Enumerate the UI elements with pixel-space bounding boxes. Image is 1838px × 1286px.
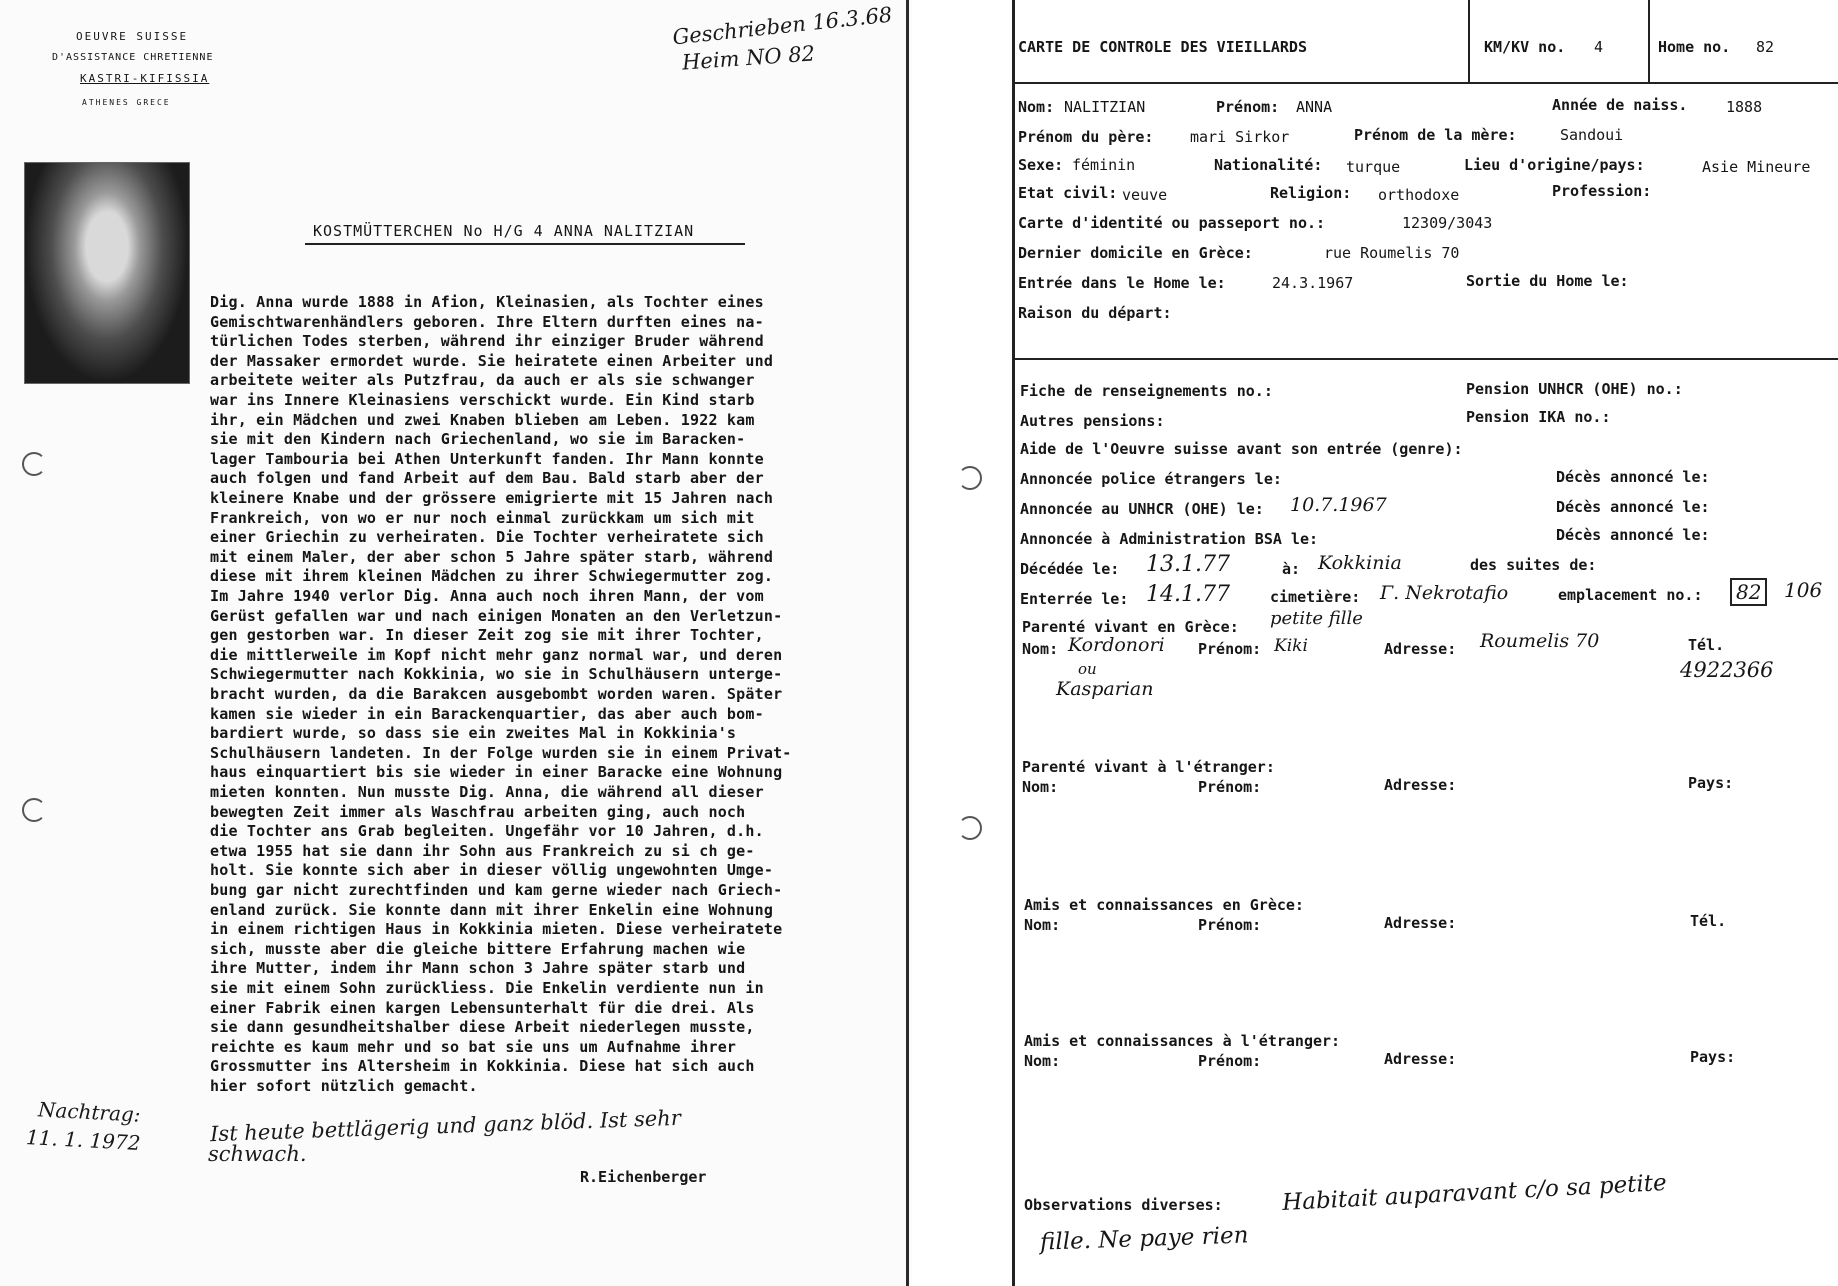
- etat-value: veuve: [1122, 186, 1168, 204]
- cimetiere-label: cimetière:: [1270, 588, 1361, 606]
- carte-value: 12309/3043: [1402, 214, 1493, 232]
- observations-line-1: Habitait auparavant c/o sa petite: [1281, 1169, 1668, 1217]
- pere-label: Prénom du père:: [1018, 128, 1154, 146]
- biography-line: die Tochter ans Grab begleiten. Ungefähr vor 10 Jahren, d.h.: [210, 822, 764, 841]
- ae-adresse-label: Adresse:: [1384, 1050, 1457, 1068]
- left-page-edge: [906, 0, 909, 1286]
- emplacement-value-boxed: 82: [1730, 578, 1767, 606]
- police-label: Annoncée police étrangers le:: [1020, 470, 1282, 488]
- observations-label: Observations diverses:: [1024, 1196, 1223, 1214]
- deces-annonce-2-label: Décès annoncé le:: [1556, 498, 1710, 516]
- biography-line: gen gestorben war. In dieser Zeit zog sie mit ihrer Tochter,: [210, 626, 764, 645]
- pere-value: mari Sirkor: [1190, 128, 1290, 146]
- cimetiere-value: Γ. Nekrotafio: [1380, 582, 1509, 604]
- aide-label: Aide de l'Oeuvre suisse avant son entrée (genre):: [1020, 440, 1463, 458]
- addendum-text-line-1: Ist heute bettlägerig und ganz blöd. Ist sehr: [209, 1105, 682, 1147]
- biography-line: Im Jahre 1940 verlor Dig. Anna auch noch ihren Mann, der vom: [210, 587, 764, 605]
- biography-line: sie mit den Kindern nach Griechenland, wo sie im Baracken-: [210, 430, 746, 449]
- biography-line: Frankreich, von wo er nur noch einmal zurückkam um sich mit: [210, 508, 755, 527]
- addendum-date: 11. 1. 1972: [25, 1125, 142, 1155]
- punch-hole: [22, 452, 46, 476]
- pe-pays-label: Pays:: [1688, 774, 1734, 792]
- letterhead-line-4: ATHENES GRECE: [82, 98, 171, 107]
- km-label: KM/KV no.: [1484, 38, 1566, 56]
- section-divider: [1012, 358, 1838, 360]
- nom-value: NALITZIAN: [1064, 98, 1146, 116]
- annee-value: 1888: [1726, 98, 1763, 116]
- portrait-photo: [24, 162, 190, 384]
- biography-line: Dig. Anna wurde 1888 in Afion, Kleinasien, als Tochter eines: [210, 293, 764, 311]
- emplacement-label: emplacement no.:: [1558, 586, 1703, 604]
- biography-line: hier sofort nützlich gemacht.: [210, 1077, 478, 1095]
- ag-tel-label: Tél.: [1690, 912, 1727, 930]
- pg-nom-label: Nom:: [1022, 640, 1059, 658]
- pe-nom-label: Nom:: [1022, 778, 1059, 796]
- biography-line: einer Griechin zu verheiraten. Die Tochter verheiratete sich: [210, 528, 764, 547]
- enterree-label: Enterrée le:: [1020, 590, 1129, 608]
- autres-pensions-label: Autres pensions:: [1020, 412, 1165, 430]
- biography-line: die mittlerweile im Kopf nicht mehr ganz normal war, und deren: [210, 645, 783, 664]
- pension-ika-label: Pension IKA no.:: [1466, 408, 1611, 426]
- sexe-label: Sexe:: [1018, 156, 1064, 174]
- letterhead-line-3: KASTRI-KIFISSIA: [80, 72, 210, 85]
- header-column-divider: [1468, 0, 1470, 82]
- letterhead-line-1: OEUVRE SUISSE: [76, 30, 189, 43]
- deces-annonce-3-label: Décès annoncé le:: [1556, 526, 1710, 544]
- addendum-label: Nachtrag:: [37, 1097, 142, 1127]
- biography-line: arbeitete weiter als Putzfrau, da auch er als sie schwanger: [210, 371, 755, 390]
- raison-label: Raison du départ:: [1018, 304, 1172, 322]
- emplacement-value: 106: [1784, 578, 1823, 602]
- sortie-label: Sortie du Home le:: [1466, 272, 1629, 290]
- pg-tel-label: Tél.: [1688, 636, 1725, 654]
- fiche-label: Fiche de renseignements no.:: [1020, 382, 1273, 400]
- biography-line: Schulhäusern landeten. In der Folge wurden sie in einem Privat-: [210, 743, 792, 762]
- card-left-border: [1012, 0, 1015, 1286]
- ae-prenom-label: Prénom:: [1198, 1052, 1262, 1070]
- handwritten-home-number: Heim NO 82: [681, 41, 816, 75]
- biography-line: in einem richtigen Haus in Kokkinia mieten. Diese verheiratete: [210, 920, 783, 939]
- biography-line: lager Tambouria bei Athen Unterkunft fanden. Ihr Mann konnte: [210, 449, 764, 468]
- prenom-label: Prénom:: [1216, 98, 1280, 116]
- mere-value: Sandoui: [1560, 126, 1624, 144]
- religion-value: orthodoxe: [1378, 186, 1460, 204]
- biography-line: sie dann gesundheitshalber diese Arbeit niederlegen musste,: [210, 1018, 755, 1037]
- pe-adresse-label: Adresse:: [1384, 776, 1457, 794]
- biography-line: sich, musste aber die gleiche bittere Erfahrung machen wie: [210, 939, 746, 958]
- biography-line: der Massaker ermordet wurde. Sie heiratete einen Arbeiter und: [210, 351, 774, 370]
- punch-hole: [22, 798, 46, 822]
- biography-line: mit einem Maler, der aber schon 5 Jahre später starb, während: [210, 547, 774, 566]
- pg-nom-value: Kordonori: [1068, 634, 1165, 656]
- nationalite-value: turque: [1346, 158, 1401, 176]
- home-value: 82: [1756, 38, 1775, 56]
- nom-label: Nom:: [1018, 98, 1055, 116]
- biography-line: auch folgen und fand Arbeit auf dem Bau. Bald starb aber der: [210, 469, 764, 488]
- prenom-value: ANNA: [1296, 98, 1333, 116]
- ae-nom-label: Nom:: [1024, 1052, 1061, 1070]
- biography-line: ihr, ein Mädchen und zwei Knaben blieben am Leben. 1922 kam: [210, 410, 755, 429]
- biography-line: diese mit ihrem kleinen Mädchen zu ihrer Schwiegermutter zog.: [210, 567, 774, 586]
- lieu-label: Lieu d'origine/pays:: [1464, 156, 1645, 174]
- carte-label: Carte d'identité ou passeport no.:: [1018, 214, 1326, 232]
- header-divider: [1012, 82, 1838, 84]
- biography-line: bracht wurden, da die Barakcen ausgebombt worden waren. Später: [210, 685, 783, 703]
- biography-line: kamen sie wieder in ein Barackenquartier, das aber auch bom-: [210, 704, 764, 723]
- etat-label: Etat civil:: [1018, 184, 1118, 202]
- ag-adresse-label: Adresse:: [1384, 914, 1457, 932]
- pg-prenom-label: Prénom:: [1198, 640, 1262, 658]
- pg-adresse-label: Adresse:: [1384, 640, 1457, 658]
- biography-line: türlichen Todes sterben, während ihr einziger Bruder während: [210, 332, 764, 351]
- unhcr-value: 10.7.1967: [1290, 494, 1387, 516]
- addendum-text-line-2: schwach.: [208, 1142, 307, 1166]
- a-label: à:: [1282, 560, 1301, 578]
- entree-label: Entrée dans le Home le:: [1018, 274, 1226, 292]
- pg-prenom-value: Kiki: [1274, 636, 1308, 656]
- card-title: CARTE DE CONTROLE DES VIEILLARDS: [1018, 38, 1307, 56]
- nationalite-label: Nationalité:: [1214, 156, 1323, 174]
- lieu-value: Asie Mineure: [1702, 158, 1811, 176]
- unhcr-label: Annoncée au UNHCR (OHE) le:: [1020, 500, 1264, 518]
- pg-nom-alt: Kasparian: [1056, 678, 1154, 700]
- biography-line: bewegten Zeit immer als Waschfrau arbeiten ging, auch noch: [210, 802, 746, 821]
- biography-line: haus einquartiert bis sie wieder in einer Baracke eine Wohnung: [210, 763, 783, 782]
- deces-annonce-1-label: Décès annoncé le:: [1556, 468, 1710, 486]
- parente-etranger-label: Parenté vivant à l'étranger:: [1022, 758, 1275, 776]
- ag-prenom-label: Prénom:: [1198, 916, 1262, 934]
- decedee-value: 13.1.77: [1146, 552, 1230, 577]
- domicile-value: rue Roumelis 70: [1324, 244, 1460, 262]
- home-label: Home no.: [1658, 38, 1731, 56]
- biography-line: Gemischtwarenhändlers geboren. Ihre Eltern durften eines na-: [210, 312, 764, 331]
- suites-label: des suites de:: [1470, 556, 1597, 574]
- pg-adresse-value: Roumelis 70: [1480, 630, 1600, 652]
- parente-grece-label: Parenté vivant en Grèce:: [1022, 618, 1239, 636]
- a-value: Kokkinia: [1318, 552, 1402, 574]
- amis-etranger-label: Amis et connaissances à l'étranger:: [1024, 1032, 1341, 1050]
- header-column-divider: [1648, 0, 1650, 82]
- letterhead-line-2: D'ASSISTANCE CHRETIENNE: [52, 52, 214, 63]
- parente-grece-value: petite fille: [1270, 608, 1363, 629]
- biography-line: Grossmutter ins Altersheim in Kokkinia. Diese hat sich auch: [210, 1057, 755, 1076]
- bsa-label: Annoncée à Administration BSA le:: [1020, 530, 1319, 548]
- document-heading: KOSTMÜTTERCHEN No H/G 4 ANNA NALITZIAN: [313, 222, 695, 240]
- biography-line: bung gar nicht zurechtfinden und kam gerne wieder nach Griech-: [210, 881, 783, 899]
- heading-underline: [305, 243, 745, 245]
- observations-line-2: fille. Ne paye rien: [1039, 1222, 1249, 1256]
- pension-unhcr-label: Pension UNHCR (OHE) no.:: [1466, 380, 1683, 398]
- mere-label: Prénom de la mère:: [1354, 126, 1517, 144]
- punch-hole: [958, 816, 982, 840]
- ag-nom-label: Nom:: [1024, 916, 1061, 934]
- km-value: 4: [1594, 38, 1604, 56]
- biography-line: Gerüst gefallen war und nach einigen Monaten an den Verletzun-: [210, 606, 783, 625]
- biography-line: reichte es kaum mehr und so bat sie uns um Aufnahme ihrer: [210, 1037, 737, 1056]
- religion-label: Religion:: [1270, 184, 1352, 202]
- decedee-label: Décédée le:: [1020, 560, 1120, 578]
- domicile-label: Dernier domicile en Grèce:: [1018, 244, 1253, 262]
- biography-line: kleinere Knabe und der grössere emigrierte mit 15 Jahren nach: [210, 489, 774, 507]
- biography-line: einer Fabrik einen kargen Lebensunterhalt für die drei. Als: [210, 998, 755, 1017]
- biography-line: sie mit einem Sohn zurückliess. Die Enkelin verdiente nun in: [210, 979, 764, 997]
- annee-label: Année de naiss.: [1552, 96, 1688, 114]
- sexe-value: féminin: [1072, 156, 1136, 174]
- pg-nom-or: ou: [1078, 660, 1097, 678]
- biography-line: Schwiegermutter nach Kokkinia, wo sie in Schulhäusern unterge-: [210, 665, 783, 684]
- biography-line: war ins Innere Kleinasiens verschickt wurde. Ein Kind starb: [210, 391, 755, 409]
- enterree-value: 14.1.77: [1146, 582, 1230, 607]
- biography-line: bardiert wurde, so dass sie ein zweites Mal in Kokkinia's: [210, 724, 737, 743]
- biography-line: etwa 1955 hat sie dann ihr Sohn aus Frankreich zu si ch ge-: [210, 841, 755, 860]
- entree-value: 24.3.1967: [1272, 274, 1354, 292]
- amis-grece-label: Amis et connaissances en Grèce:: [1024, 896, 1304, 914]
- signature: R.Eichenberger: [580, 1168, 707, 1186]
- pg-tel-value: 4922366: [1680, 658, 1774, 682]
- ae-pays-label: Pays:: [1690, 1048, 1736, 1066]
- biography-line: enland zurück. Sie konnte dann mit ihrer Enkelin eine Wohnung: [210, 900, 774, 919]
- punch-hole: [958, 466, 982, 490]
- profession-label: Profession:: [1552, 182, 1652, 200]
- biography-line: ihre Mutter, indem ihr Mann schon 3 Jahre später starb und: [210, 959, 746, 978]
- handwritten-written-date: Geschrieben 16.3.68: [671, 2, 894, 50]
- pe-prenom-label: Prénom:: [1198, 778, 1262, 796]
- biography-line: holt. Sie konnte sich aber in dieser völlig ungewohnten Umge-: [210, 861, 774, 880]
- biography-line: mieten konnten. Nun musste Dig. Anna, die während all dieser: [210, 783, 764, 801]
